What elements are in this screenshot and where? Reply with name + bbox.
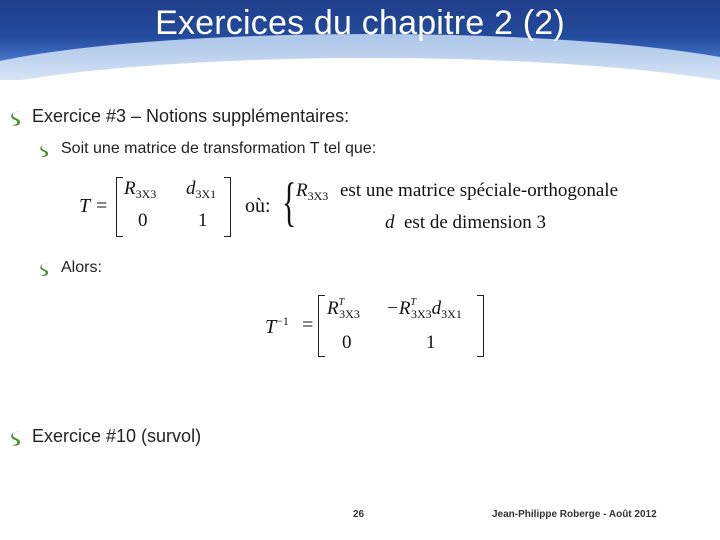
eq1-case1-r: $R_{3X3}$	[296, 180, 329, 203]
eq2-equals: =	[302, 314, 314, 336]
eq1-ou: où:	[245, 195, 271, 217]
footer-author: Jean-Philippe Roberge - Août 2012	[492, 509, 657, 520]
eq1-one: 1	[198, 210, 208, 231]
eq1-r: $R_{3X3}$	[124, 178, 157, 201]
eq2-lhs: $T^{-1}$	[265, 314, 289, 338]
eq1-d: $d_{3X1}$	[186, 178, 217, 201]
bullet-text: Exercice #10 (survol)	[32, 426, 202, 446]
eq1-right-bracket	[224, 177, 231, 237]
eq1-zero: 0	[138, 210, 148, 231]
s-swirl-icon	[39, 262, 51, 277]
s-swirl-icon	[10, 430, 23, 447]
bullet-text: Soit une matrice de transformation T tel que:	[61, 140, 377, 157]
eq1-case2-text: est de dimension 3	[404, 212, 546, 233]
eq2-one: 1	[426, 332, 436, 353]
bullet-text: Alors:	[61, 259, 102, 276]
eq2-right-bracket	[477, 295, 484, 357]
eq2-zero: 0	[342, 332, 352, 353]
eq2-neg-r-transpose-d: $-R^T_{3X3}d_{3X1}$	[386, 297, 462, 321]
eq2-r-transpose: $R^T_{3X3}$	[327, 297, 360, 321]
eq1-curly-brace: {	[282, 172, 297, 232]
page-number: 26	[353, 509, 365, 520]
eq1-case1-text: est une matrice spéciale-orthogonale	[340, 180, 619, 201]
s-swirl-icon	[39, 143, 51, 158]
title-banner	[0, 0, 720, 80]
slide-title: Exercices du chapitre 2 (2)	[155, 4, 565, 42]
eq1-left-bracket	[116, 177, 123, 237]
eq2-left-bracket	[318, 295, 325, 357]
bullet-text: Exercice #3 – Notions supplémentaires:	[32, 106, 350, 126]
eq1-lhs: T =	[79, 195, 109, 217]
eq1-case2-d: d	[385, 212, 395, 233]
s-swirl-icon	[10, 110, 23, 127]
